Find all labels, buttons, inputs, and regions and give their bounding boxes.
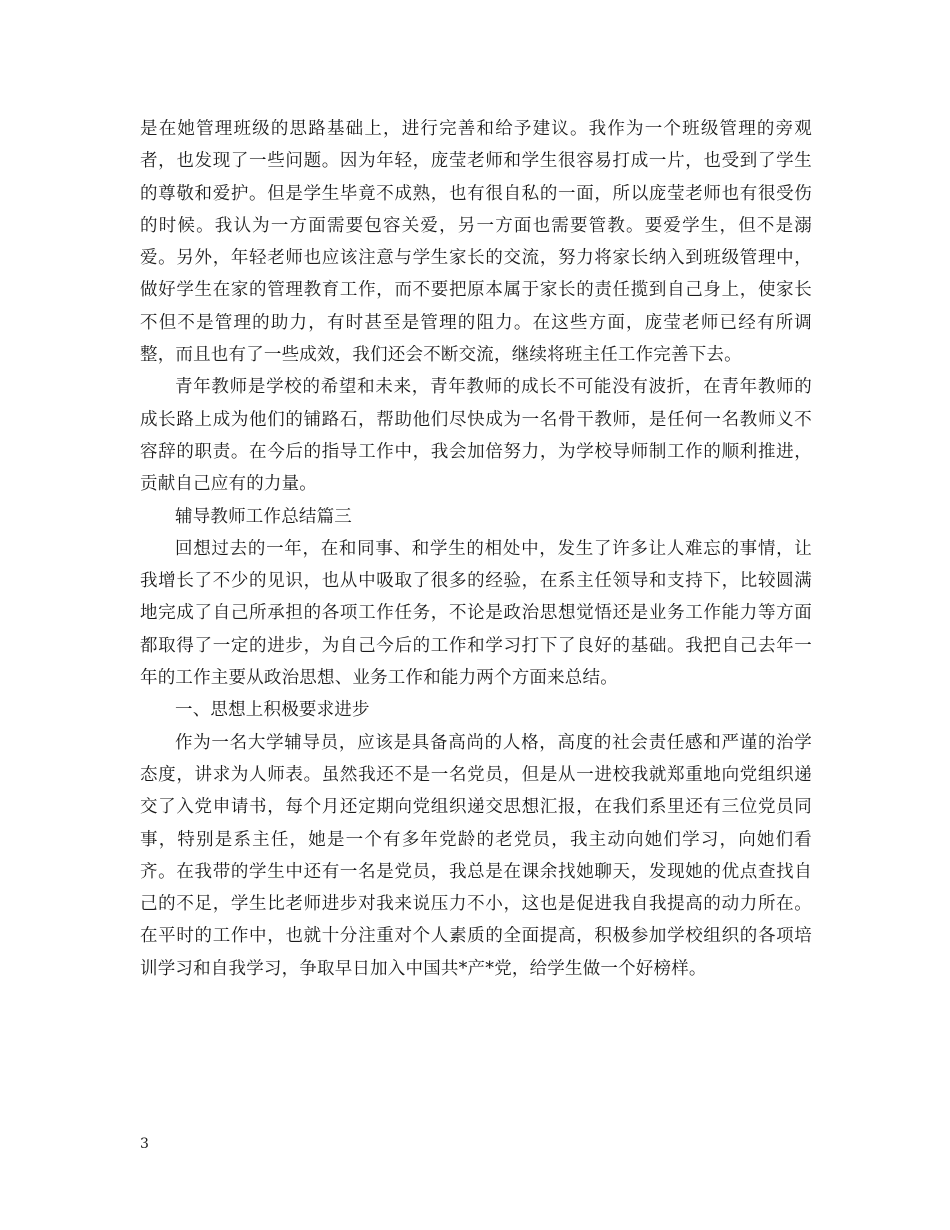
page-number: 3	[140, 1136, 149, 1152]
section-heading: 辅导教师工作总结篇三	[175, 506, 352, 527]
document-body	[140, 113, 812, 985]
paragraph-4: 作为一名大学辅导员，应该是具备高尚的人格，高度的社会责任感和严谨的治学态度，讲求为人师表。虽然我还不是一名党员，但是从一进校我就郑重地向党组织递交了入党申请书，每个月还定期向党组织递交思想汇报，在我们系里还有三位党员同事，特别是系主任，她是一个有多年党龄的老党员，我主动向她们学习，向她们看齐。在我带的学生中还有一名是党员，我总是在课余找她聊天，发现她的优点查找自己的不足，学生比老师进步对我来说压力不小，这也是促进我自我提高的动力所在。在平时的工作中，也就十分注重对个人素质的全面提高，积极参加学校组织的各项培训学习和自我学习，争取早日加入中国共*产*党，给学生做一个好榜样。	[140, 732, 812, 979]
subsection-heading: 一、思想上积极要求进步	[175, 700, 370, 721]
paragraph-1: 是在她管理班级的思路基础上，进行完善和给予建议。我作为一个班级管理的旁观者，也发现了一些问题。因为年轻，庞莹老师和学生很容易打成一片，也受到了学生的尊敬和爱护。但是学生毕竟不成熟，也有很自私的一面，所以庞莹老师也有很受伤的时候。我认为一方面需要包容关爱，另一方面也需要管教。要爱学生，但不是溺爱。另外，年轻老师也应该注意与学生家长的交流，努力将家长纳入到班级管理中，做好学生在家的管理教育工作，而不要把原本属于家长的责任揽到自己身上，使家长不但不是管理的助力，有时甚至是管理的阻力。在这些方面，庞莹老师已经有所调整，而且也有了一些成效，我们还会不断交流，继续将班主任工作完善下去。	[140, 119, 812, 366]
paragraph-2: 青年教师是学校的希望和未来，青年教师的成长不可能没有波折，在青年教师的成长路上成为他们的铺路石，帮助他们尽快成为一名骨干教师，是任何一名教师义不容辞的职责。在今后的指导工作中，我会加倍努力，为学校导师制工作的顺利推进，贡献自己应有的力量。	[140, 377, 812, 495]
paragraph-3: 回想过去的一年，在和同事、和学生的相处中，发生了许多让人难忘的事情，让我增长了不少的见识，也从中吸取了很多的经验，在系主任领导和支持下，比较圆满地完成了自己所承担的各项工作任务，不论是政治思想觉悟还是业务工作能力等方面都取得了一定的进步，为自己今后的工作和学习打下了良好的基础。我把自己去年一年的工作主要从政治思想、业务工作和能力两个方面来总结。	[140, 538, 812, 689]
